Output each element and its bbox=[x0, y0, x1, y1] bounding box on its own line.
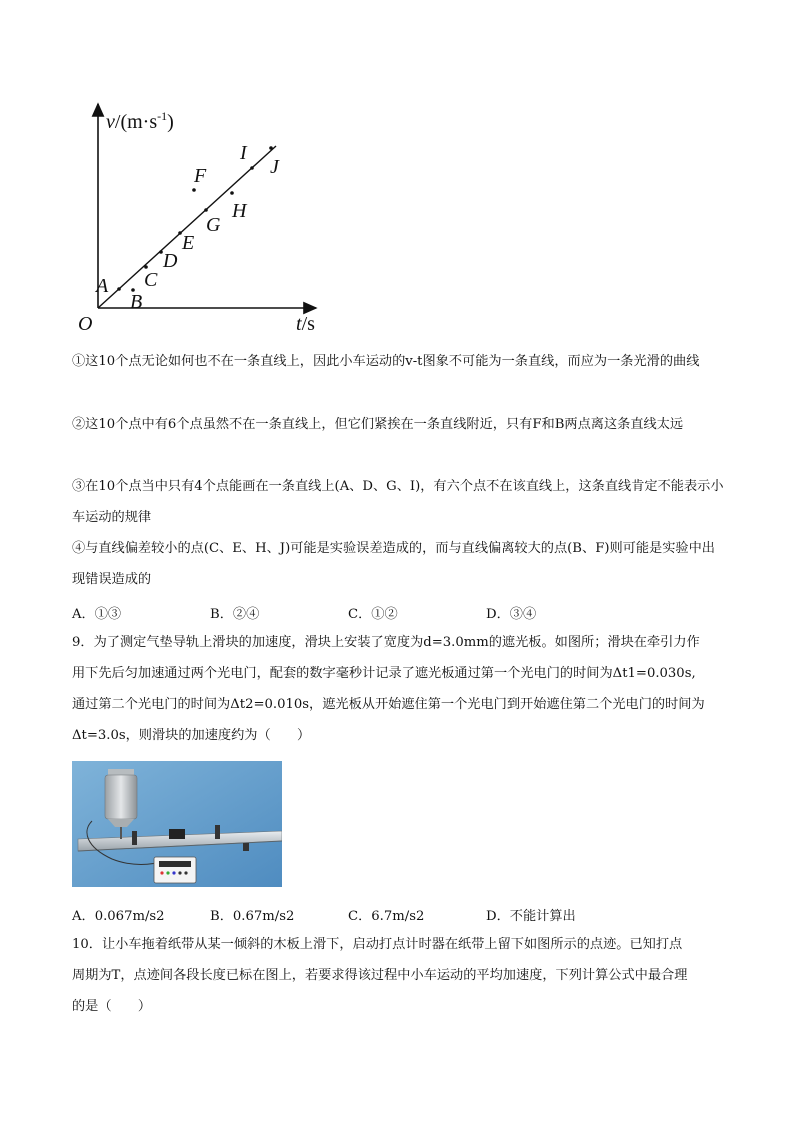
point-g bbox=[204, 208, 208, 212]
q10-line-3: 的是（ ） bbox=[72, 999, 152, 1014]
q8-choice-c[interactable]: C．①② bbox=[348, 607, 398, 622]
q9-line-4: Δt=3.0s，则滑块的加速度约为（ ） bbox=[72, 728, 311, 743]
q8-statement-4: ④与直线偏差较小的点(C、E、H、J)可能是实验误差造成的，而与直线偏离较大的点(B、F)则可能是实验中出现错误造成的 bbox=[72, 541, 715, 587]
q8-statement-3: ③在10个点当中只有4个点能画在一条直线上(A、D、G、I)，有六个点不在该直线上，这条直线肯定不能表示小车运动的规律 bbox=[72, 479, 724, 525]
q8-choices bbox=[72, 603, 722, 623]
q9-choice-d[interactable]: D．不能计算出 bbox=[486, 909, 576, 924]
q8-statement-2: ②这10个点中有6个点虽然不在一条直线上，但它们紧挨在一条直线附近，只有F和B两点离这条直线太远 bbox=[72, 417, 684, 432]
x-axis-label: t/s bbox=[296, 313, 315, 335]
q8-choice-d[interactable]: D．③④ bbox=[486, 607, 537, 622]
q9-choice-a[interactable]: A．0.067m/s2 bbox=[72, 909, 165, 924]
q10-stem bbox=[72, 929, 727, 1022]
y-axis-label: $v/(m\cdot s^{-1})$ bbox=[106, 109, 174, 133]
vt-graph-svg bbox=[70, 98, 340, 338]
label-i: I bbox=[240, 142, 247, 164]
point-h bbox=[230, 191, 234, 195]
q8-choice-b[interactable]: B．②④ bbox=[210, 607, 260, 622]
label-b: B bbox=[130, 291, 143, 313]
q9-line-2: 用下先后匀加速通过两个光电门，配套的数字毫秒计记录了遮光板通过第一个光电门的时间为Δt1=0.030s, bbox=[72, 666, 696, 681]
q10-line-2: 周期为T，点迹间各段长度已标在图上，若要求得该过程中小车运动的平均加速度，下列计算公式中最合理 bbox=[72, 968, 688, 983]
q8-choice-a[interactable]: A．①③ bbox=[72, 607, 122, 622]
label-e: E bbox=[182, 232, 195, 254]
point-f bbox=[192, 188, 196, 192]
air-track-photo bbox=[72, 761, 282, 887]
air-track-illustration bbox=[72, 761, 282, 887]
label-h: H bbox=[232, 200, 247, 222]
fit-line bbox=[98, 146, 276, 308]
q9-line-3: 通过第二个光电门的时间为Δt2=0.010s，遮光板从开始遮住第一个光电门到开始遮住第二个光电门的时间为 bbox=[72, 697, 705, 712]
point-a bbox=[117, 287, 121, 291]
vt-graph bbox=[70, 98, 340, 338]
point-j bbox=[250, 166, 254, 170]
label-d: D bbox=[163, 250, 178, 272]
q9-choice-b[interactable]: B．0.67m/s2 bbox=[210, 909, 295, 924]
label-g: G bbox=[206, 214, 221, 236]
q9-choices bbox=[72, 905, 722, 925]
q8-statement-1: ①这10个点无论如何也不在一条直线上，因此小车运动的v-t图象不可能为一条直线，而应为一条光滑的曲线 bbox=[72, 354, 700, 369]
q9-stem bbox=[72, 627, 727, 751]
label-j: J bbox=[270, 156, 279, 178]
q9-line-1: 9．为了测定气垫导轨上滑块的加速度，滑块上安装了宽度为d=3.0mm的遮光板。如图所；滑块在牵引力作 bbox=[72, 635, 700, 650]
point-i bbox=[269, 146, 273, 150]
origin-label: O bbox=[78, 313, 93, 335]
label-c: C bbox=[144, 269, 158, 291]
label-a: A bbox=[96, 275, 109, 297]
q10-line-1: 10．让小车拖着纸带从某一倾斜的木板上滑下，启动打点计时器在纸带上留下如图所示的点迹。已知打点 bbox=[72, 937, 683, 952]
label-f: F bbox=[194, 165, 207, 187]
q9-choice-c[interactable]: C．6.7m/s2 bbox=[348, 909, 425, 924]
